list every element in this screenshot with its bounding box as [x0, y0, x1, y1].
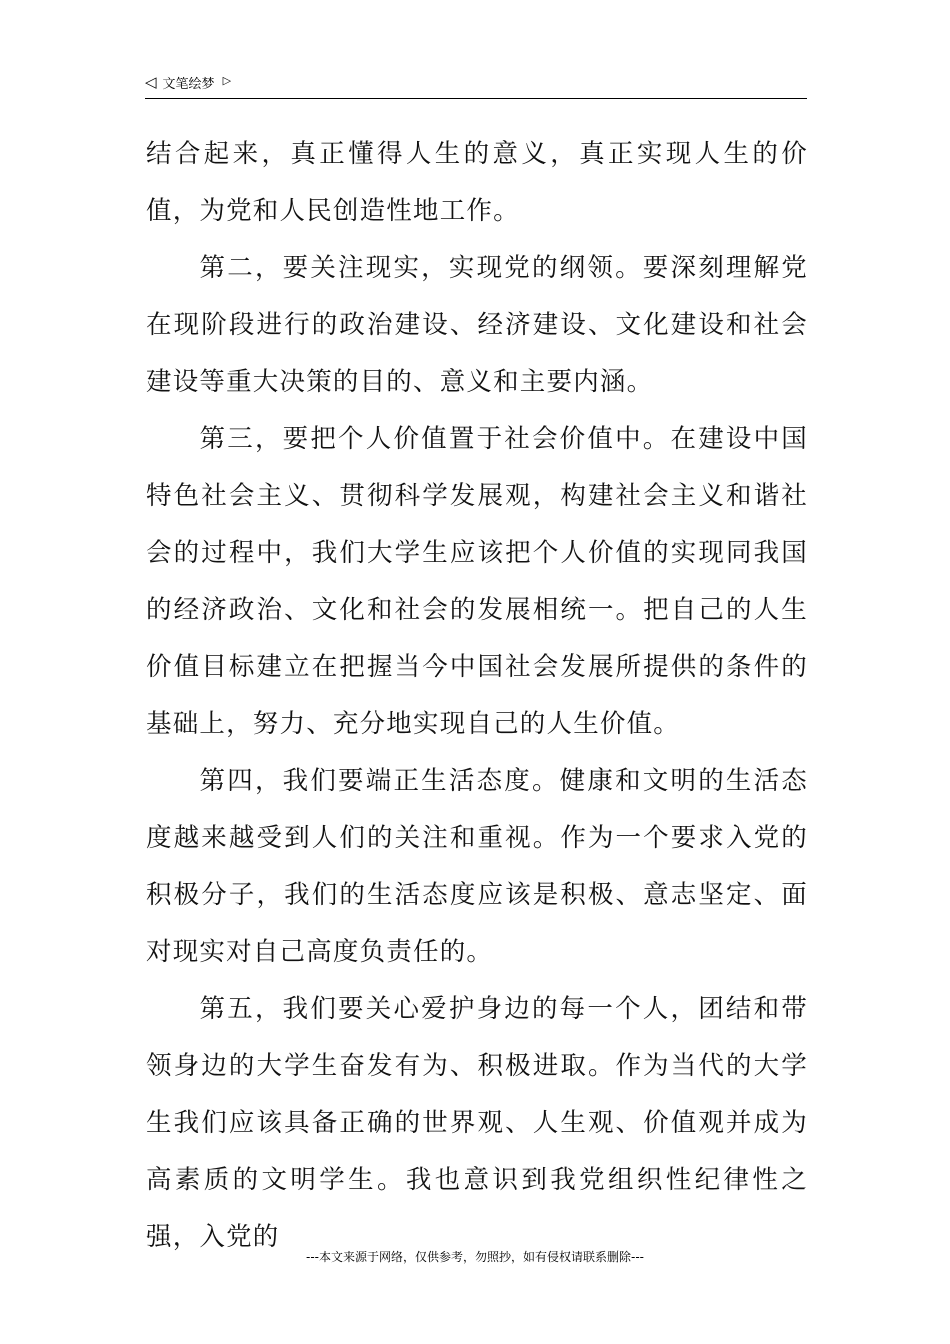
paragraph-fourth: 第四，我们要端正生活态度。健康和文明的生活态度越来越受到人们的关注和重视。作为一个要求入党的积极分子，我们的生活态度应该是积极、意志坚定、面对现实对自己高度负责任的。 [146, 766, 808, 967]
paragraph-second: 第二，要关注现实，实现党的纲领。要深刻理解党在现阶段进行的政治建设、经济建设、文化建设和社会建设等重大决策的目的、意义和主要内涵。 [146, 253, 808, 397]
page-header [145, 72, 807, 99]
triangle-left-icon: ◁ [145, 73, 157, 91]
document-body [146, 126, 808, 1266]
triangle-right-icon: ▷ [222, 74, 232, 87]
paragraph-continuation: 结合起来，真正懂得人生的意义，真正实现人生的价值，为党和人民创造性地工作。 [146, 139, 808, 226]
paragraph-fifth: 第五，我们要关心爱护身边的每一个人，团结和带领身边的大学生奋发有为、积极进取。作为当代的大学生我们应该具备正确的世界观、人生观、价值观并成为高素质的文明学生。我也意识到我党组织性纪律性之强，入党的 [146, 994, 808, 1252]
footer-disclaimer: ---本文来源于网络，仅供参考，勿照抄，如有侵权请联系删除--- [306, 1250, 644, 1264]
paragraph-third: 第三，要把个人价值置于社会价值中。在建设中国特色社会主义、贯彻科学发展观，构建社会主义和谐社会的过程中，我们大学生应该把个人价值的实现同我国的经济政治、文化和社会的发展相统一。把自己的人生价值目标建立在把握当今中国社会发展所提供的条件的基础上，努力、充分地实现自己的人生价值。 [146, 424, 808, 739]
brand-name: 文笔绘梦 [162, 77, 215, 92]
brand [145, 73, 231, 92]
